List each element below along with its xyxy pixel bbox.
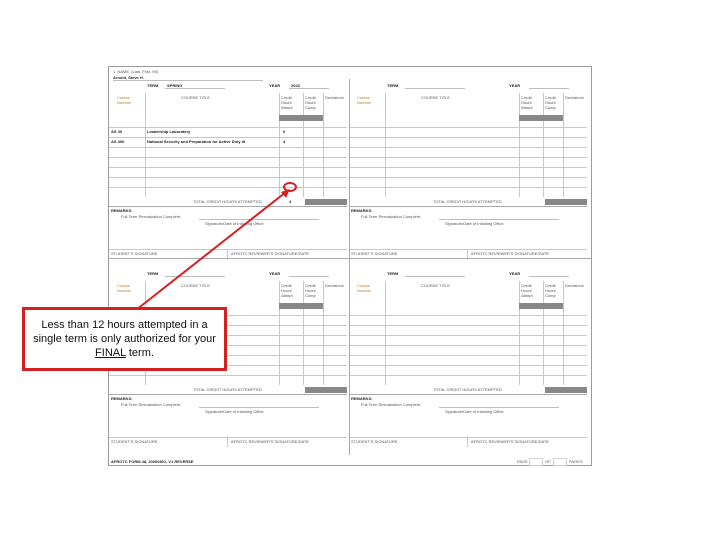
callout-text-before: Less than 12 hours attempted in a single term is only authorized for your [33,319,216,345]
column-course-number: Course Number [357,283,372,293]
column-deviations: Deviations [565,283,584,288]
term-value: SPRING [167,83,183,88]
signature-office-label: Signature/Date of Initiating Office [205,409,264,414]
year-value: 2023 [291,83,300,88]
column-course-number: Course Number [117,95,132,105]
total-attempted-label: TOTAL CREDIT HOURS ATTEMPTED [433,387,502,392]
column-course-number: Course Number [357,95,372,105]
reviewer-signature-label: AFROTC REVIEWER'S SIGNATURE/DATE [231,251,309,256]
name-value: Arnold, Steve H. [113,75,144,80]
pages-label: PAGES [569,459,583,464]
full-term-label: Full Term Reevaluation Complete: [121,214,182,219]
of-label: OF [545,459,551,464]
course-title: National Security and Preparation for Active Duty III [147,139,246,144]
full-term-label: Full Term Reevaluation Complete: [361,402,422,407]
term-label: TERM [147,83,159,88]
year-label: YEAR [509,83,521,88]
column-deviations: Deviations [325,283,344,288]
column-deviations: Deviations [325,95,344,100]
reviewer-signature-label: AFROTC REVIEWER'S SIGNATURE/DATE [471,439,549,444]
term-label: TERM [387,271,399,276]
total-attempted-label: TOTAL CREDIT HOURS ATTEMPTED [193,387,262,392]
callout-final: FINAL [95,347,126,359]
signature-office-label: Signature/Date of Initiating Office [445,221,504,226]
full-term-label: Full Term Reevaluation Complete: [361,214,422,219]
remarks-label: REMARKS: [351,396,373,401]
student-signature-label: STUDENT'S SIGNATURE [111,251,158,256]
course-number: AS 400 [111,139,125,144]
column-credit-attempted: Credit Hours Attmpt [281,283,293,298]
column-credit-completed: Credit Hours Comp [545,283,556,298]
student-signature-label: STUDENT'S SIGNATURE [351,251,398,256]
callout-box [22,307,227,371]
term-label: TERM [147,271,159,276]
page-label: PAGE [517,459,528,464]
course-credit-attempted: 4 [283,139,286,144]
total-attempted-label: TOTAL CREDIT HOURS ATTEMPTED [193,199,262,204]
callout-text [25,318,224,360]
column-credit-attempted: Credit Hours Attmpt [281,95,293,110]
column-deviations: Deviations [565,95,584,100]
remarks-label: REMARKS: [111,208,133,213]
year-label: YEAR [269,271,281,276]
full-term-label: Full Term Reevaluation Complete: [121,402,182,407]
term-label: TERM [387,83,399,88]
column-course-title: COURSE TITLE [421,283,451,288]
year-label: YEAR [509,271,521,276]
signature-office-label: Signature/Date of Initiating Office [445,409,504,414]
course-number: AS 30 [111,129,123,134]
highlight-oval [283,182,297,192]
student-signature-label: STUDENT'S SIGNATURE [111,439,158,444]
column-credit-completed: Credit Hours Comp [305,283,316,298]
column-course-title: COURSE TITLE [181,283,211,288]
form-id: AFROTC FORM 48, 20060801, V1 REVERSE [111,459,194,464]
reviewer-signature-label: AFROTC REVIEWER'S SIGNATURE/DATE [231,439,309,444]
remarks-label: REMARKS: [111,396,133,401]
student-signature-label: STUDENT'S SIGNATURE [351,439,398,444]
reviewer-signature-label: AFROTC REVIEWER'S SIGNATURE/DATE [471,251,549,256]
column-course-number: Course Number [117,283,132,293]
column-credit-attempted: Credit Hours Attmpt [521,283,533,298]
column-course-title: COURSE TITLE [181,95,211,100]
total-attempted-label: TOTAL CREDIT HOURS ATTEMPTED [433,199,502,204]
column-credit-attempted: Credit Hours Attmpt [521,95,533,110]
column-credit-completed: Credit Hours Comp [305,95,316,110]
signature-office-label: Signature/Date of Initiating Office [205,221,264,226]
callout-text-after: term. [125,347,154,359]
year-label: YEAR [269,83,281,88]
column-credit-completed: Credit Hours Comp [545,95,556,110]
course-title: Leadership Laboratory [147,129,191,134]
name-label: 1. NAME: (Last, First, MI) [113,69,159,74]
remarks-label: REMARKS: [351,208,373,213]
total-attempted-value: 4 [289,199,292,204]
course-credit-attempted: 0 [283,129,286,134]
column-course-title: COURSE TITLE [421,95,451,100]
